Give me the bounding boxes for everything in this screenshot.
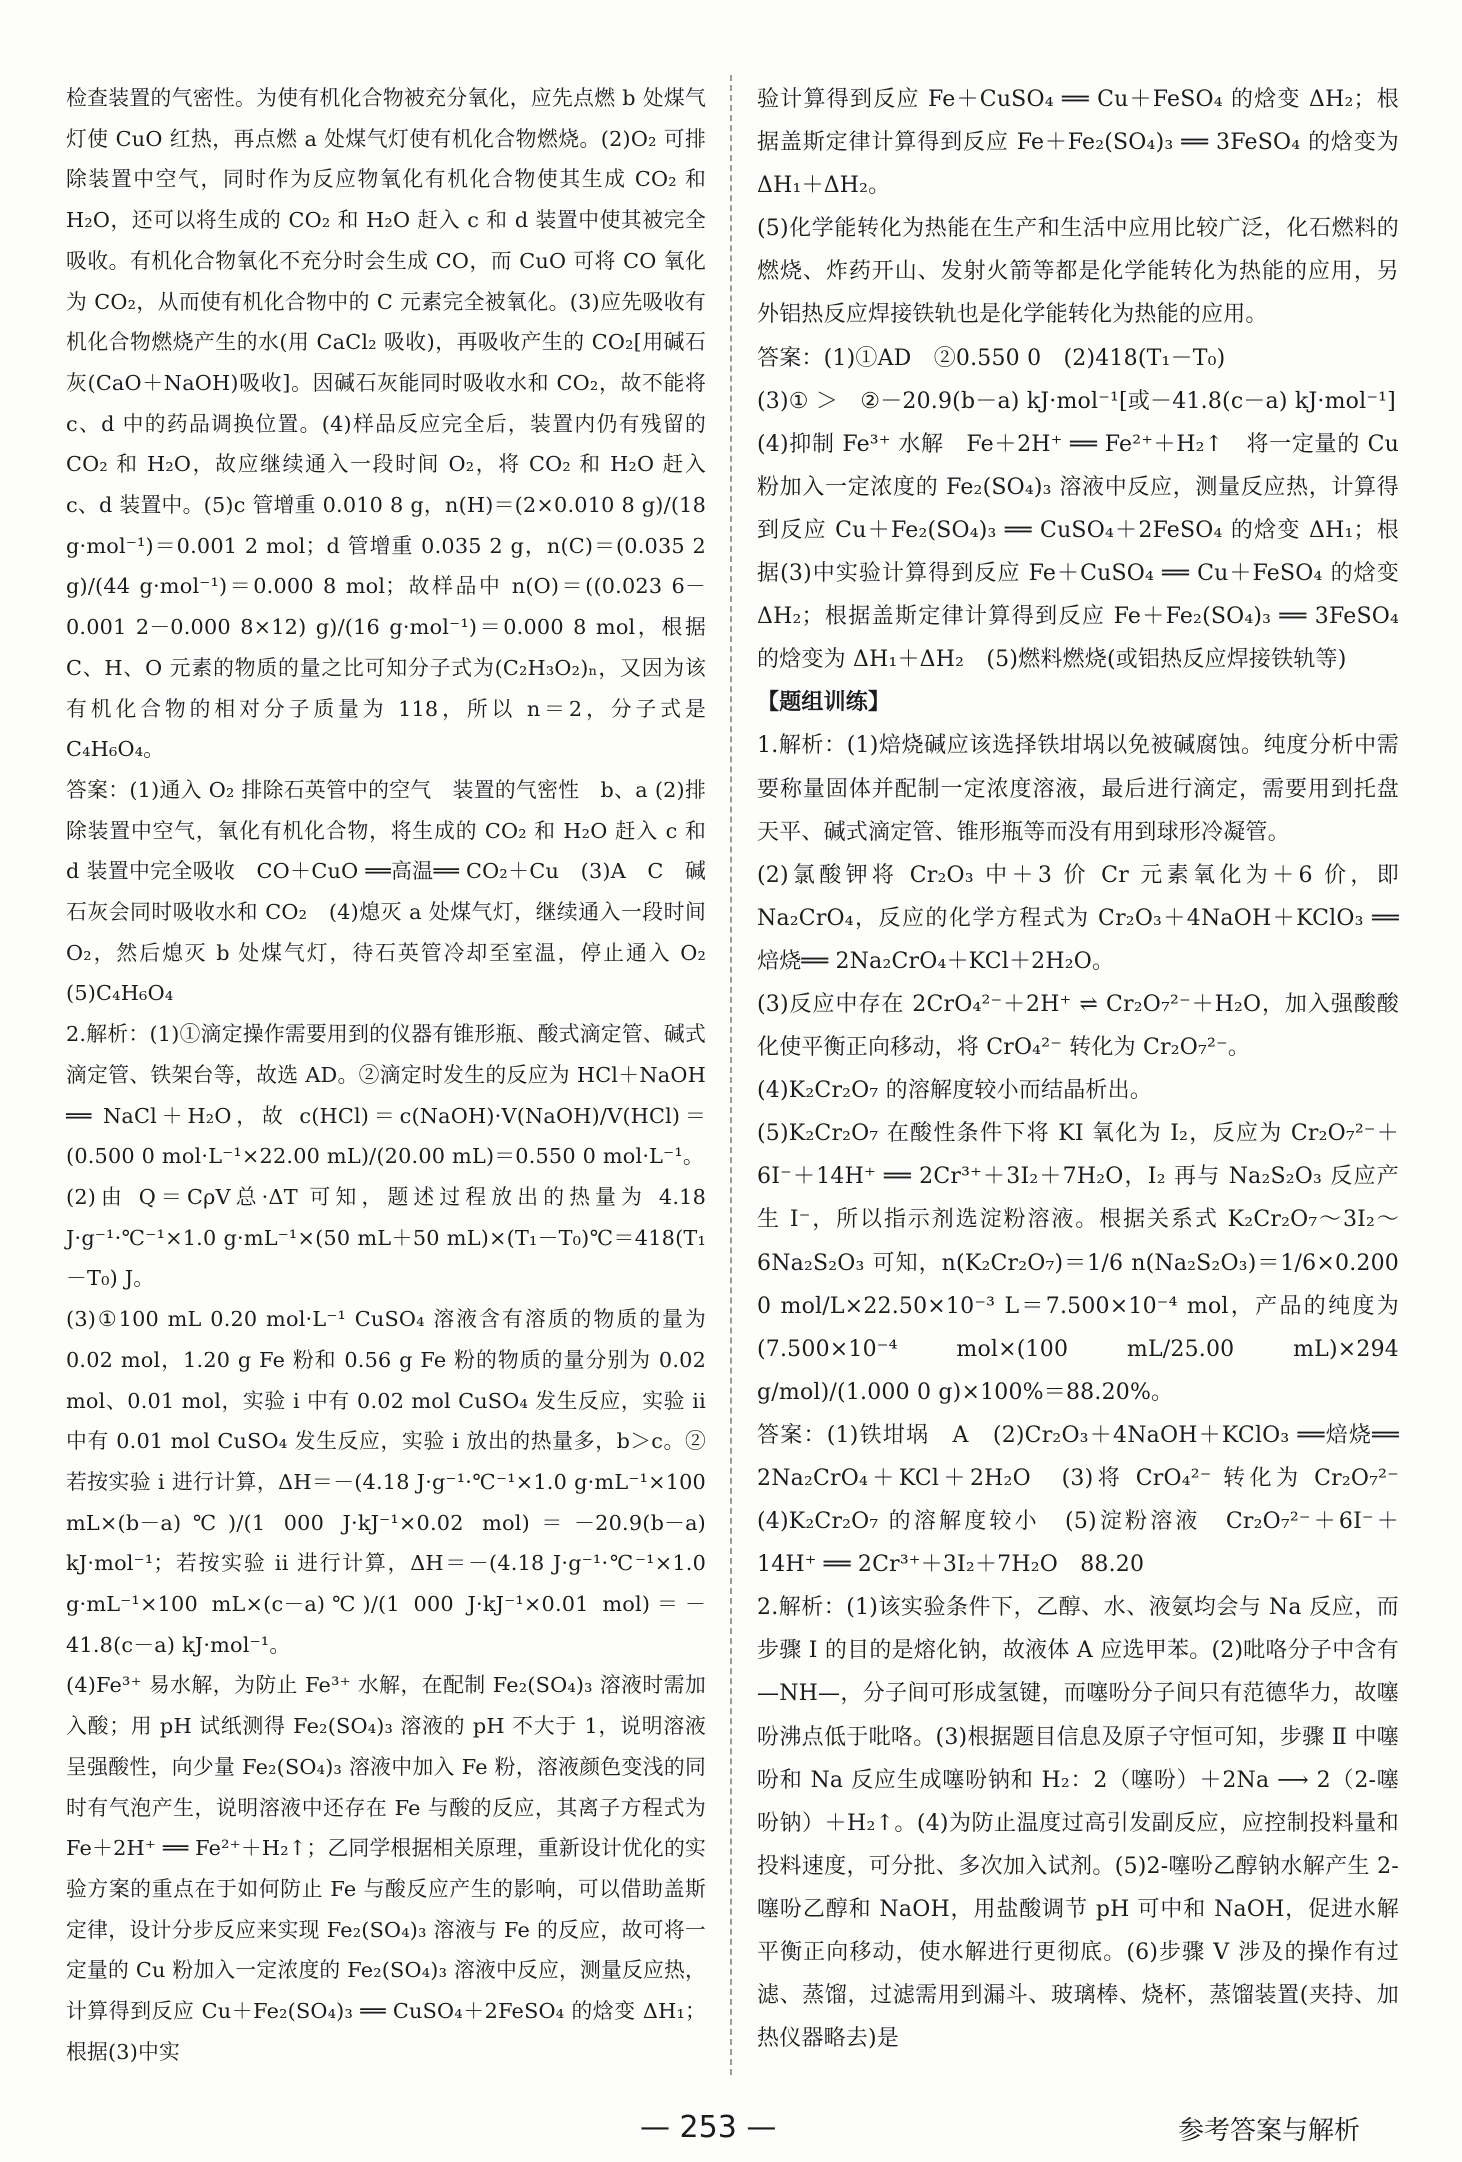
paragraph: 2.解析：(1)①滴定操作需要用到的仪器有锥形瓶、酸式滴定管、碱式滴定管、铁架台等，故选 AD。②滴定时发生的反应为 HCl＋NaOH ══ NaCl＋H₂O，故 c(HCl)＝c(NaOH)·V(NaOH)/V(HCl)＝(0.500 0 mol·L⁻¹×22.00 mL)/(20.00 mL)＝0.550 0 mol·L⁻¹。: [66, 1022, 706, 1169]
section-heading: 【题组训练】: [757, 690, 891, 716]
paragraph: (5)化学能转化为热能在生产和生活中应用比较广泛，化石燃料的燃烧、炸药开山、发射火箭等都是化学能转化为热能的应用，另外铝热反应焊接铁轨也是化学能转化为热能的应用。: [757, 216, 1399, 328]
paragraph: 2.解析：(1)该实验条件下，乙醇、水、液氨均会与 Na 反应，而步骤 Ⅰ 的目的是熔化钠，故液体 A 应选甲苯。(2)吡咯分子中含有—NH—，分子间可形成氢键，而噻吩分子间只有范德华力，故噻吩沸点低于吡咯。(3)根据题目信息及原子守恒可知，步骤 Ⅱ 中噻吩和 Na 反应生成噻吩钠和 H₂：2（噻吩）＋2Na ⟶ 2（2-噻吩钠）＋H₂↑。(4)为防止温度过高引发副反应，应控制投料量和投料速度，可分批、多次加入试剂。(5)2-噻吩乙醇钠水解产生 2-噻吩乙醇和 NaOH，用盐酸调节 pH 可中和 NaOH，促进水解平衡正向移动，使水解进行更彻底。(6)步骤 Ⅴ 涉及的操作有过滤、蒸馏，过滤需用到漏斗、玻璃棒、烧杯，蒸馏装置(夹持、加热仪器略去)是: [757, 1595, 1399, 2052]
right-column: [757, 78, 1422, 2060]
paragraph: (2)氯酸钾将 Cr₂O₃ 中＋3 价 Cr 元素氧化为＋6 价，即 Na₂CrO₄，反应的化学方程式为 Cr₂O₃＋4NaOH＋KClO₃ ══焙烧══ 2Na₂CrO₄＋KCl＋2H₂O。: [757, 862, 1399, 974]
answer-paragraph: 答案：(1)通入 O₂ 排除石英管中的空气 装置的气密性 b、a (2)排除装置中空气，氧化有机化合物，将生成的 CO₂ 和 H₂O 赶入 c 和 d 装置中完全吸收 CO＋CuO ══高温══ CO₂＋Cu (3)A C 碱石灰会同时吸收水和 CO₂ (4)熄灭 a 处煤气灯，继续通入一段时间 O₂，然后熄灭 b 处煤气灯，待石英管冷却至室温，停止通入 O₂ (5)C₄H₆O₄: [66, 777, 727, 1006]
answer-paragraph: (3)① ＞ ②－20.9(b－a) kJ·mol⁻¹[或－41.8(c－a) kJ·mol⁻¹]: [757, 388, 1396, 414]
paragraph: 验计算得到反应 Fe＋CuSO₄ ══ Cu＋FeSO₄ 的焓变 ΔH₂；根据盖斯定律计算得到反应 Fe＋Fe₂(SO₄)₃ ══ 3FeSO₄ 的焓变为 ΔH₁＋ΔH₂。: [757, 87, 1399, 199]
paragraph: (4)Fe³⁺ 易水解，为防止 Fe³⁺ 水解，在配制 Fe₂(SO₄)₃ 溶液时需加入酸；用 pH 试纸测得 Fe₂(SO₄)₃ 溶液的 pH 不大于 1，说明溶液呈强酸性，向少量 Fe₂(SO₄)₃ 溶液中加入 Fe 粉，溶液颜色变浅的同时有气泡产生，说明溶液中还存在 Fe 与酸的反应，其离子方程式为 Fe＋2H⁺ ══ Fe²⁺＋H₂↑；乙同学根据相关原理，重新设计优化的实验方案的重点在于如何防止 Fe 与酸反应产生的影响，可以借助盖斯定律，设计分步反应来实现 Fe₂(SO₄)₃ 溶液与 Fe 的反应，故可将一定量的 Cu 粉加入一定浓度的 Fe₂(SO₄)₃ 溶液中反应，测量反应热，计算得到反应 Cu＋Fe₂(SO₄)₃ ══ CuSO₄＋2FeSO₄ 的焓变 ΔH₁；根据(3)中实: [66, 1673, 706, 2064]
paragraph: (3)①100 mL 0.20 mol·L⁻¹ CuSO₄ 溶液含有溶质的物质的量为 0.02 mol，1.20 g Fe 粉和 0.56 g Fe 粉的物质的量分别为 0.02 mol、0.01 mol，实验 i 中有 0.02 mol CuSO₄ 发生反应，实验 ii 中有 0.01 mol CuSO₄ 发生反应，实验 i 放出的热量多，b＞c。②若按实验 i 进行计算，ΔH＝－(4.18 J·g⁻¹·℃⁻¹×1.0 g·mL⁻¹×100 mL×(b－a)℃)/(1 000 J·kJ⁻¹×0.02 mol)＝－20.9(b－a) kJ·mol⁻¹；若按实验 ii 进行计算，ΔH＝－(4.18 J·g⁻¹·℃⁻¹×1.0 g·mL⁻¹×100 mL×(c－a)℃)/(1 000 J·kJ⁻¹×0.01 mol)＝－41.8(c－a) kJ·mol⁻¹。: [66, 1307, 706, 1657]
paragraph: 1.解析：(1)焙烧碱应该选择铁坩埚以免被碱腐蚀。纯度分析中需要称量固体并配制一定浓度溶液，最后进行滴定，需要用到托盘天平、碱式滴定管、锥形瓶等而没有用到球形冷凝管。: [757, 733, 1399, 845]
paragraph: (4)K₂Cr₂O₇ 的溶解度较小而结晶析出。: [757, 1078, 1153, 1104]
column-divider: [730, 75, 732, 2075]
answer-paragraph: 答案：(1)①AD ②0.550 0 (2)418(T₁－T₀): [757, 345, 1226, 371]
paragraph: (2)由 Q＝CρV总·ΔT 可知，题述过程放出的热量为 4.18 J·g⁻¹·℃⁻¹×1.0 g·mL⁻¹×(50 mL＋50 mL)×(T₁－T₀)℃＝418(T₁－T₀) J。: [66, 1184, 706, 1291]
paragraph: (3)反应中存在 2CrO₄²⁻＋2H⁺ ⇌ Cr₂O₇²⁻＋H₂O，加入强酸酸化使平衡正向移动，将 CrO₄²⁻ 转化为 Cr₂O₇²⁻。: [757, 991, 1399, 1061]
answer-paragraph: 答案：(1)铁坩埚 A (2)Cr₂O₃＋4NaOH＋KClO₃ ══焙烧══ 2Na₂CrO₄＋KCl＋2H₂O (3)将 CrO₄²⁻ 转化为 Cr₂O₇²⁻ (4)K₂Cr₂O₇ 的溶解度较小 (5)淀粉溶液 Cr₂O₇²⁻＋6I⁻＋14H⁺ ══ 2Cr³⁺＋3I₂＋7H₂O 88.20: [757, 1422, 1422, 1578]
paragraph: 检查装置的气密性。为使有机化合物被充分氧化，应先点燃 b 处煤气灯使 CuO 红热，再点燃 a 处煤气灯使有机化合物燃烧。(2)O₂ 可排除装置中空气，同时作为反应物氧化有机化合物使其生成 CO₂ 和 H₂O，还可以将生成的 CO₂ 和 H₂O 赶入 c 和 d 装置中使其被完全吸收。有机化合物氧化不充分时会生成 CO，而 CuO 可将 CO 氧化为 CO₂，从而使有机化合物中的 C 元素完全被氧化。(3)应先吸收有机化合物燃烧产生的水(用 CaCl₂ 吸收)，再吸收产生的 CO₂[用碱石灰(CaO＋NaOH)吸收]。因碱石灰能同时吸收水和 CO₂，故不能将 c、d 中的药品调换位置。(4)样品反应完全后，装置内仍有残留的 CO₂ 和 H₂O，故应继续通入一段时间 O₂，将 CO₂ 和 H₂O 赶入 c、d 装置中。(5)c 管增重 0.010 8 g，n(H)＝(2×0.010 8 g)/(18 g·mol⁻¹)＝0.001 2 mol；d 管增重 0.035 2 g，n(C)＝(0.035 2 g)/(44 g·mol⁻¹)＝0.000 8 mol；故样品中 n(O)＝((0.023 6－0.001 2－0.000 8×12) g)/(16 g·mol⁻¹)＝0.000 8 mol，根据 C、H、O 元素的物质的量之比可知分子式为(C₂H₃O₂)ₙ，又因为该有机化合物的相对分子质量为 118，所以 n＝2，分子式是 C₄H₆O₄。: [66, 86, 706, 762]
page-number: — 253 —: [640, 2110, 777, 2145]
left-column: [66, 78, 727, 2072]
answer-paragraph: (4)抑制 Fe³⁺ 水解 Fe＋2H⁺ ══ Fe²⁺＋H₂↑ 将一定量的 Cu 粉加入一定浓度的 Fe₂(SO₄)₃ 溶液中反应，测量反应热，计算得到反应 Cu＋Fe₂(SO₄)₃ ══ CuSO₄＋2FeSO₄ 的焓变 ΔH₁；根据(3)中实验计算得到反应 Fe＋CuSO₄ ══ Cu＋FeSO₄ 的焓变 ΔH₂；根据盖斯定律计算得到反应 Fe＋Fe₂(SO₄)₃ ══ 3FeSO₄ 的焓变为 ΔH₁＋ΔH₂ (5)燃料燃烧(或铝热反应焊接铁轨等): [757, 431, 1399, 673]
paragraph: (5)K₂Cr₂O₇ 在酸性条件下将 KI 氧化为 I₂，反应为 Cr₂O₇²⁻＋6I⁻＋14H⁺ ══ 2Cr³⁺＋3I₂＋7H₂O，I₂ 再与 Na₂S₂O₃ 反应产生 I⁻，所以指示剂选淀粉溶液。根据关系式 K₂Cr₂O₇～3I₂～6Na₂S₂O₃ 可知，n(K₂Cr₂O₇)＝1/6 n(Na₂S₂O₃)＝1/6×0.200 0 mol/L×22.50×10⁻³ L＝7.500×10⁻⁴ mol，产品的纯度为 (7.500×10⁻⁴ mol×(100 mL/25.00 mL)×294 g/mol)/(1.000 0 g)×100%＝88.20%。: [757, 1121, 1399, 1405]
section-tag: 参考答案与解析: [1178, 2116, 1361, 2146]
